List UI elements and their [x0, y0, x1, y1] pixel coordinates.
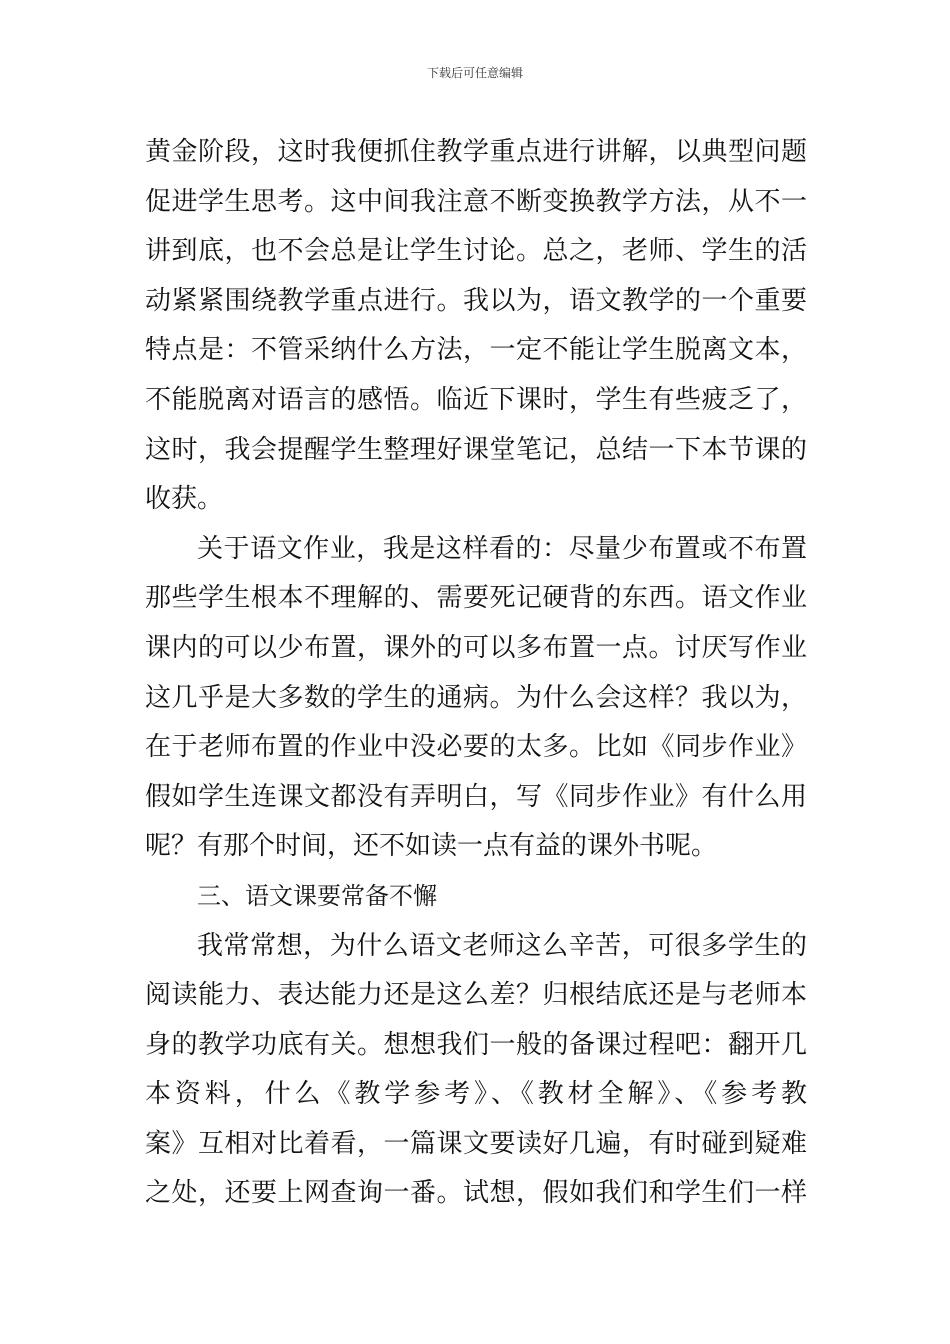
- text-line: 这时，我会提醒学生整理好课堂笔记，总结一下本节课的: [145, 434, 807, 465]
- paragraph-3: [145, 922, 807, 1220]
- text-line: 特点是：不管采纳什么方法，一定不能让学生脱离文本，: [145, 335, 807, 366]
- text-line: 呢？有那个时间，还不如读一点有益的课外书呢。: [145, 831, 718, 862]
- document-body: [145, 128, 807, 1219]
- text-line: 黄金阶段，这时我便抓住教学重点进行讲解，以典型问题: [145, 137, 807, 167]
- paragraph-2: [145, 525, 807, 872]
- section-heading: [145, 872, 807, 922]
- section-heading-text: 三、语文课要常备不懈: [197, 881, 437, 910]
- text-line: 那些学生根本不理解的、需要死记硬背的东西。语文作业: [145, 583, 807, 614]
- paragraph-1: [145, 128, 807, 525]
- page-header: 下载后可任意编辑: [426, 66, 523, 80]
- text-line: 促进学生思考。这中间我注意不断变换教学方法，从不一: [145, 186, 807, 217]
- text-line: 在于老师布置的作业中没必要的太多。比如《同步作业》: [145, 732, 807, 763]
- text-line: 本资料，什么《教学参考》、《教材全解》、《参考教: [145, 1079, 807, 1110]
- text-line: 我常常想，为什么语文老师这么辛苦，可很多学生的: [197, 930, 807, 961]
- text-line: 阅读能力、表达能力还是这么差？归根结底还是与老师本: [145, 980, 807, 1011]
- text-line: 之处，还要上网查询一番。试想，假如我们和学生们一样: [145, 1178, 807, 1209]
- text-line: 收获。: [145, 484, 224, 515]
- text-line: 身的教学功底有关。想想我们一般的备课过程吧：翻开几: [145, 1029, 807, 1060]
- text-line: 课内的可以少布置，课外的可以多布置一点。讨厌写作业: [145, 632, 807, 663]
- text-line: 这几乎是大多数的学生的通病。为什么会这样？我以为，: [145, 682, 807, 713]
- text-line: 案》互相对比着看，一篇课文要读好几遍，有时碰到疑难: [145, 1128, 807, 1159]
- text-line: 动紧紧围绕教学重点进行。我以为，语文教学的一个重要: [145, 285, 807, 316]
- text-line: 关于语文作业，我是这样看的：尽量少布置或不布置: [197, 533, 807, 564]
- text-line: 不能脱离对语言的感悟。临近下课时，学生有些疲乏了，: [145, 384, 807, 415]
- text-line: 讲到底，也不会总是让学生讨论。总之，老师、学生的活: [145, 236, 807, 267]
- text-line: 假如学生连课文都没有弄明白，写《同步作业》有什么用: [145, 781, 807, 812]
